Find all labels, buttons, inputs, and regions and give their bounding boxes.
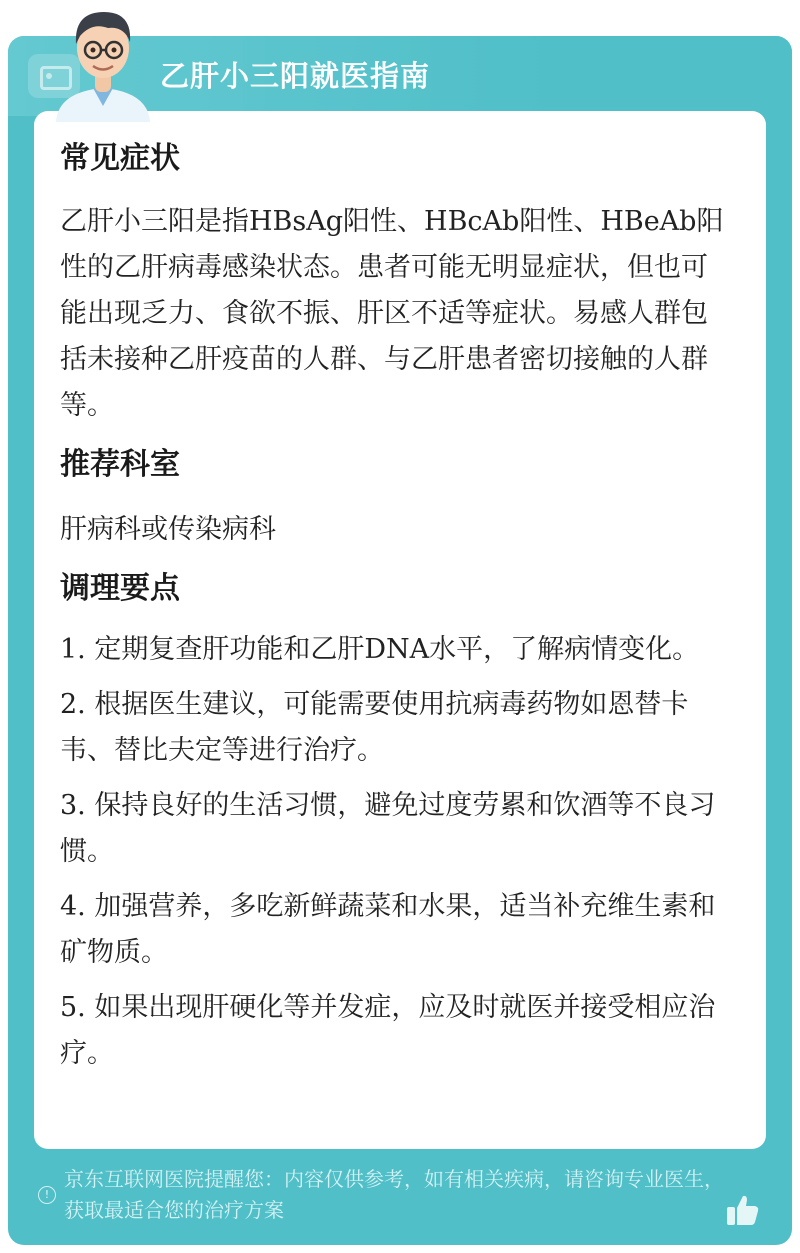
care-item: 3. 保持良好的生活习惯，避免过度劳累和饮酒等不良习惯。	[60, 790, 716, 867]
disclaimer-text: 京东互联网医院提醒您：内容仅供参考，如有相关疾病，请咨询专业医生，获取最适合您的治疗方案	[64, 1167, 724, 1222]
symptoms-text: 乙肝小三阳是指HBsAg阳性、HBcAb阳性、HBeAb阳性的乙肝病毒感染状态。患者可能无明显症状，但也可能出现乏力、食欲不振、肝区不适等症状。易感人群包括未接种乙肝疫苗的人群、与乙肝患者密切接触的人群等。	[60, 206, 724, 421]
care-item: 5. 如果出现肝硬化等并发症，应及时就医并接受相应治疗。	[60, 992, 716, 1069]
care-item: 2. 根据医生建议，可能需要使用抗病毒药物如恩替卡韦、替比夫定等进行治疗。	[60, 689, 689, 766]
care-item: 1. 定期复查肝功能和乙肝DNA水平，了解病情变化。	[60, 634, 700, 665]
care-item: 4. 加强营养，多吃新鲜蔬菜和水果，适当补充维生素和矿物质。	[60, 891, 716, 968]
doctor-avatar-icon	[48, 2, 158, 122]
footer	[8, 1156, 792, 1245]
symptoms-heading: 常见症状	[60, 141, 180, 176]
thumbs-up-icon[interactable]	[724, 1192, 760, 1228]
content-card	[34, 111, 766, 1149]
department-text: 肝病科或传染病科	[60, 514, 276, 545]
department-heading: 推荐科室	[60, 447, 180, 482]
guide-panel	[8, 36, 792, 1245]
care-list	[60, 627, 732, 1077]
care-heading: 调理要点	[60, 571, 180, 606]
page-title: 乙肝小三阳就医指南	[160, 59, 431, 93]
info-icon: !	[38, 1186, 56, 1204]
